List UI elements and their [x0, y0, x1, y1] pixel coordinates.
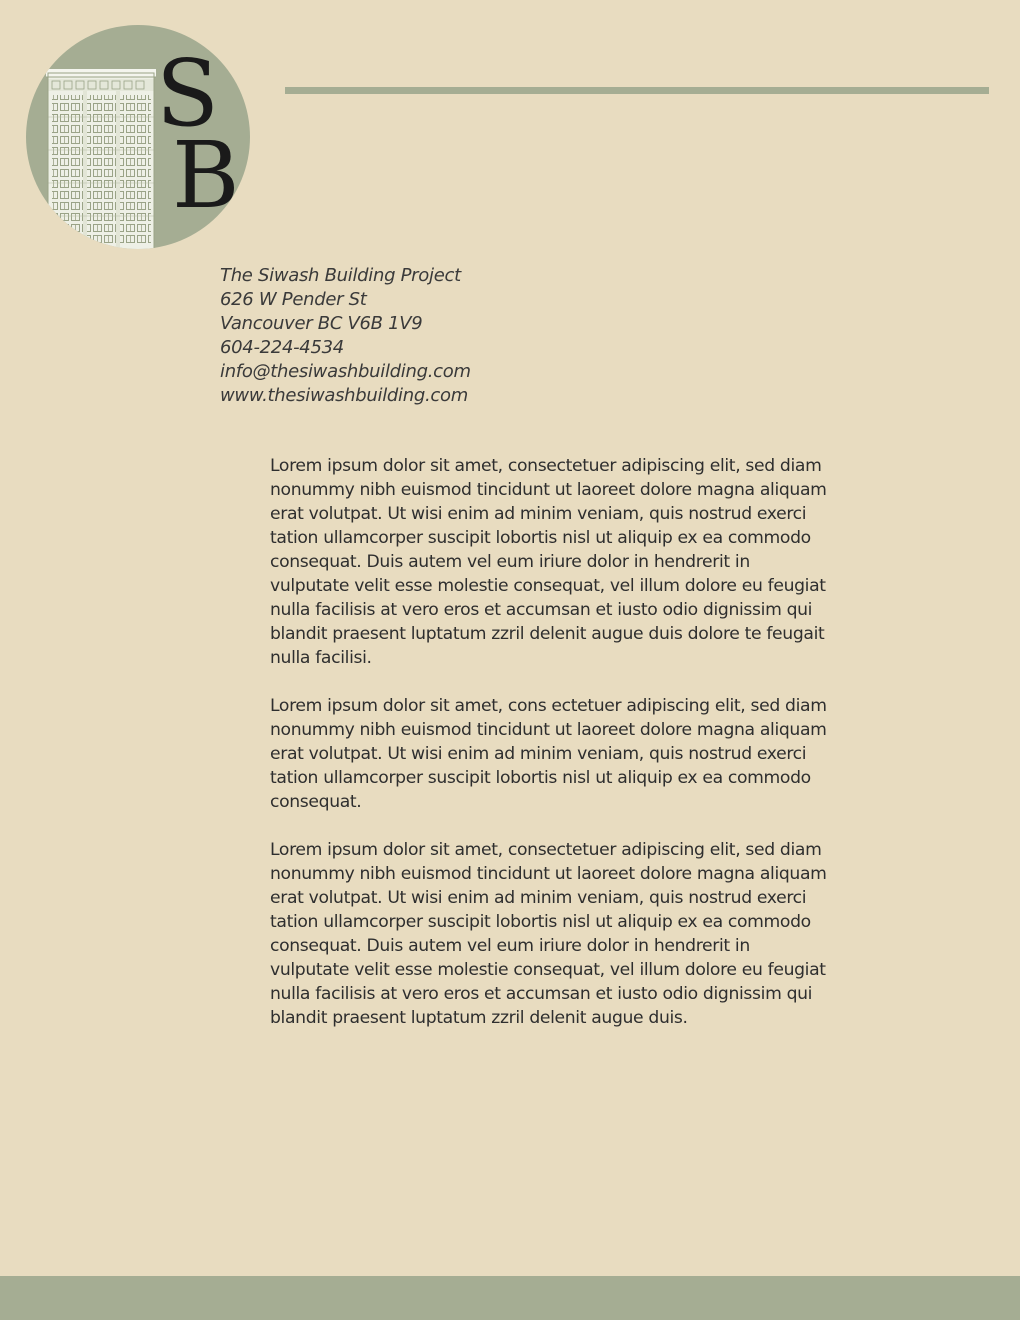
header-rule — [285, 87, 989, 94]
logo — [26, 25, 250, 249]
logo-emblem — [26, 25, 250, 249]
address-block — [220, 264, 471, 408]
street-address: 626 W Pender St — [220, 289, 367, 310]
monogram-b: B — [172, 122, 240, 229]
phone-number: 604-224-4534 — [220, 337, 344, 358]
footer-bar — [0, 1276, 1020, 1320]
monogram-s: S — [156, 40, 220, 147]
website-url: www.thesiwashbuilding.com — [220, 385, 468, 406]
body-paragraph-2: Lorem ipsum dolor sit amet, cons ectetuer adipiscing elit, sed diam nonummy nibh euismod tincidunt ut laoreet dolore magna aliquam erat volutpat. Ut wisi enim ad minim veniam, quis nostrud exerci tation ullamcorper suscipit lobortis nisl ut aliquip ex ea commodo consequat. — [270, 696, 827, 812]
organization-name: The Siwash Building Project — [220, 265, 461, 286]
body-paragraph-1: Lorem ipsum dolor sit amet, consectetuer adipiscing elit, sed diam nonummy nibh euismod tincidunt ut laoreet dolore magna aliquam erat volutpat. Ut wisi enim ad minim veniam, quis nostrud exerci tation ullamcorper suscipit lobortis nisl ut aliquip ex ea commodo consequat. Duis autem vel eum iriure dolor in hendrerit in vulputate velit esse molestie consequat, vel illum dolore eu feugiat nulla facilisis at vero eros et accumsan et iusto odio dignissim qui blandit praesent luptatum zzril delenit augue duis dolore te feugait nulla facilisi. — [270, 456, 827, 668]
building-illustration — [46, 69, 156, 249]
email-address: info@thesiwashbuilding.com — [220, 361, 471, 382]
letter-body — [270, 454, 830, 1054]
body-paragraph-3: Lorem ipsum dolor sit amet, consectetuer adipiscing elit, sed diam nonummy nibh euismod tincidunt ut laoreet dolore magna aliquam erat volutpat. Ut wisi enim ad minim veniam, quis nostrud exerci tation ullamcorper suscipit lobortis nisl ut aliquip ex ea commodo consequat. Duis autem vel eum iriure dolor in hendrerit in vulputate velit esse molestie consequat, vel illum dolore eu feugiat nulla facilisis at vero eros et accumsan et iusto odio dignissim qui blandit praesent luptatum zzril delenit augue duis. — [270, 840, 827, 1028]
city-postal: Vancouver BC V6B 1V9 — [220, 313, 423, 334]
